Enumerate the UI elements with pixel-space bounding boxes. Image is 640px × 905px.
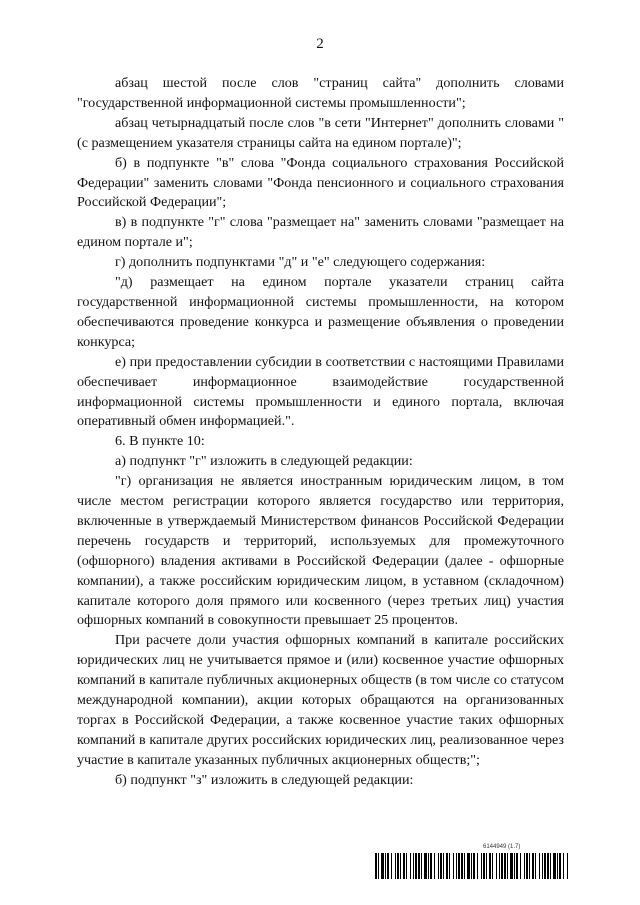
paragraph: б) подпункт "з" изложить в следующей редакции: bbox=[115, 771, 414, 788]
paragraph: "г) организация не является иностранным юридическим лицом, в том числе местом регистрации которого является государство или территория, включенные в утверждаемый Министерством финансов Российской Федерации перечень государств и территорий, используемых для промежуточного (офшорного) владения активами в Российской Федерации (далее - офшорные компании), а также российским юридическим лицом, в уставном (складочном) капитале которого доля прямого или косвенного (через третьих лиц) участия офшорных компаний в совокупности превышает 25 процентов. bbox=[77, 473, 564, 629]
page-number: 2 bbox=[316, 36, 324, 52]
paragraph: "д) размещает на едином портале указатели страниц сайта государственной информационной системы промышленности, на котором обеспечиваются проведение конкурса и размещение объявления о проведении конкурса; bbox=[77, 274, 564, 350]
barcode-icon bbox=[375, 853, 568, 879]
paragraph: е) при предоставлении субсидии в соответствии с настоящими Правилами обеспечивает информационное взаимодействие государственной информационной системы промышленности и единого портала, включая оперативный обмен информацией.". bbox=[77, 353, 564, 430]
paragraph: 6. В пункте 10: bbox=[115, 433, 205, 450]
paragraph: абзац шестой после слов "страниц сайта" дополнить словами "государственной информационной системы промышленности"; bbox=[77, 75, 564, 111]
paragraph: а) подпункт "г" изложить в следующей редакции: bbox=[115, 453, 413, 470]
barcode-id: 6144949 (1.7) bbox=[483, 844, 521, 850]
paragraph: б) в подпункте "в" слова "Фонда социального страхования Российской Федерации" заменить словами "Фонда пенсионного и социального страхования Российской Федерации"; bbox=[77, 154, 564, 211]
document-body bbox=[77, 74, 564, 791]
paragraph: в) в подпункте "г" слова "размещает на" заменить словами "размещает на едином портале и"; bbox=[77, 214, 564, 251]
paragraph: г) дополнить подпунктами "д" и "е" следующего содержания: bbox=[115, 254, 486, 271]
paragraph: абзац четырнадцатый после слов "в сети "Интернет" дополнить словами "(с размещением указателя страницы сайта на едином портале)"; bbox=[77, 114, 564, 151]
paragraph: При расчете доли участия офшорных компаний в капитале российских юридических лиц не учитывается прямое и (или) косвенное участие офшорных компаний в капитале публичных акционерных обществ (в том числе со статусом международной компании), акции которых обращаются на организованных торгах в Российской Федерации, а также косвенное участие таких офшорных компаний в капитале других российских юридических лиц, реализованное через участие в капитале указанных публичных акционерных обществ;"; bbox=[77, 632, 564, 768]
